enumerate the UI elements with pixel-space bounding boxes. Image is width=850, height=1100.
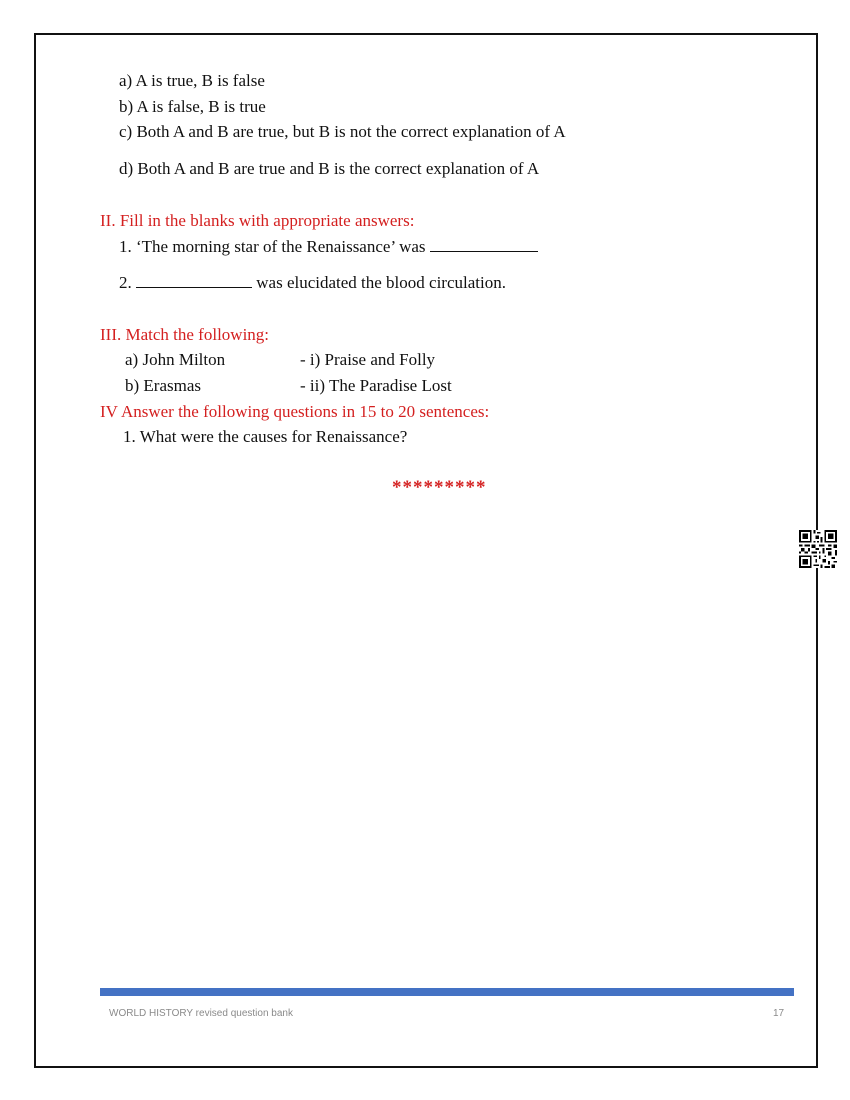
answer-blank xyxy=(136,273,252,288)
match-row xyxy=(125,350,525,370)
question-text: ‘The morning star of the Renaissance’ was xyxy=(136,237,426,256)
section-3-heading: III. Match the following: xyxy=(100,325,270,344)
answer-blank xyxy=(430,237,538,252)
end-marker: ********* xyxy=(392,477,487,498)
mcq-option-b: b) A is false, B is true xyxy=(119,97,266,116)
essay-question-1: 1. What were the causes for Renaissance? xyxy=(123,427,408,446)
page-number: 17 xyxy=(773,1008,785,1019)
match-right: - ii) The Paradise Lost xyxy=(300,376,452,395)
question-number: 2. xyxy=(119,273,132,292)
fill-blank-question-1 xyxy=(119,237,538,257)
section-4-heading: IV Answer the following questions in 15 to 20 sentences: xyxy=(100,402,490,421)
footer-title: WORLD HISTORY revised question bank xyxy=(109,1008,293,1019)
qr-code-icon xyxy=(799,530,837,568)
question-number: 1. xyxy=(119,237,132,256)
match-right: - i) Praise and Folly xyxy=(300,350,436,369)
section-2-heading: II. Fill in the blanks with appropriate answers: xyxy=(100,211,415,230)
match-left: a) John Milton xyxy=(125,350,226,369)
question-text: was elucidated the blood circulation. xyxy=(256,273,506,292)
match-left: b) Erasmas xyxy=(125,376,202,395)
mcq-option-a: a) A is true, B is false xyxy=(119,71,265,90)
page-border xyxy=(34,33,818,1068)
mcq-option-d: d) Both A and B are true and B is the correct explanation of A xyxy=(119,159,540,178)
match-row xyxy=(125,376,525,396)
fill-blank-question-2 xyxy=(119,273,506,293)
footer-rule xyxy=(100,988,794,996)
mcq-option-c: c) Both A and B are true, but B is not the correct explanation of A xyxy=(119,122,566,141)
